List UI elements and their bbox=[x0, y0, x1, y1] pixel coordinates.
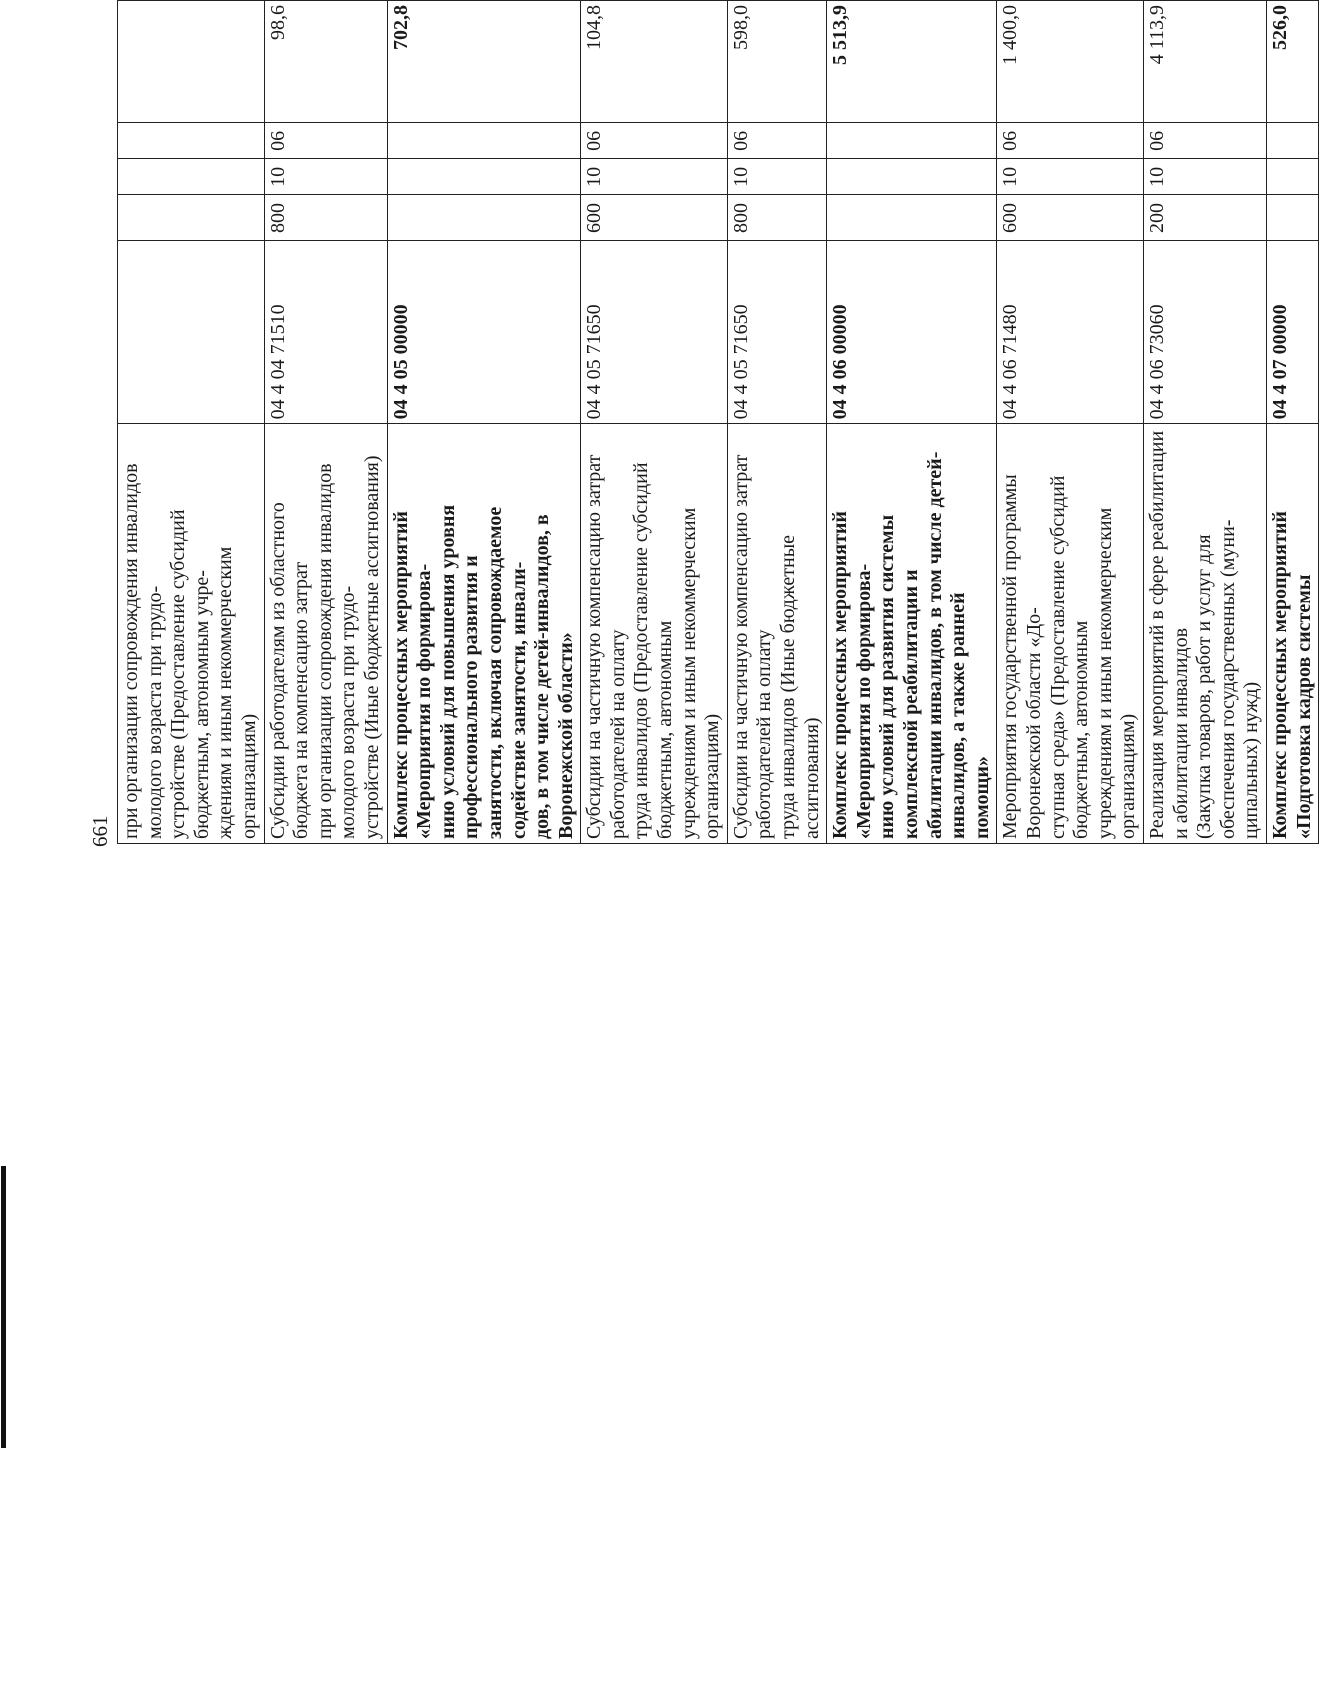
row-subsection: 06 bbox=[997, 123, 1144, 159]
row-expense-type: 200 bbox=[1143, 195, 1266, 241]
row-subsection bbox=[118, 123, 265, 159]
row-subsection bbox=[827, 123, 997, 159]
row-target-code: 04 4 05 00000 bbox=[387, 241, 581, 424]
row-subsection bbox=[1266, 123, 1318, 159]
row-description: Мероприятия государственной программы Воронежской области «До- ступная среда» (Предоставление субсидий бюджетным, автономным учреждениям и иным некоммерческим организациям) bbox=[997, 424, 1144, 844]
budget-table bbox=[117, 0, 1319, 844]
table-row bbox=[727, 1, 826, 844]
row-target-code: 04 4 06 73060 bbox=[1143, 241, 1266, 424]
row-target-code: 04 4 06 71480 bbox=[997, 241, 1144, 424]
row-expense-type: 600 bbox=[581, 195, 728, 241]
row-subsection: 06 bbox=[1143, 123, 1266, 159]
row-section bbox=[387, 159, 581, 195]
row-description: Субсидии на частичную компенсацию затрат работодателей на оплату труда инвалидов (Иные бюджетные ассигнования) bbox=[727, 424, 826, 844]
table-row bbox=[387, 1, 581, 844]
row-expense-type bbox=[827, 195, 997, 241]
page-number: 661 bbox=[88, 815, 112, 847]
row-section: 10 bbox=[264, 159, 387, 195]
row-description: Комплекс процессных мероприятий «Мероприятия по формирова- нию условий для повышения уровня профессионального развития и занятости, включая сопровождаемое содействие занятости, инвали- дов, в том числе детей-инвалидов, в Воронежской области» bbox=[387, 424, 581, 844]
row-description: Комплекс процессных мероприятий «Мероприятия по формирова- нию условий для развития системы комплексной реабилитации и абилитации инвалидов, в том числе детей-инвалидов, а также ранней помощи» bbox=[827, 424, 997, 844]
row-target-code bbox=[118, 241, 265, 424]
row-subsection: 06 bbox=[264, 123, 387, 159]
row-subsection: 06 bbox=[581, 123, 728, 159]
row-target-code: 04 4 05 71650 bbox=[581, 241, 728, 424]
budget-table-body bbox=[118, 1, 1319, 844]
row-section bbox=[827, 159, 997, 195]
row-section bbox=[1266, 159, 1318, 195]
table-row bbox=[1143, 1, 1266, 844]
table-row bbox=[997, 1, 1144, 844]
row-amount: 1 400,0 bbox=[997, 1, 1144, 123]
table-row bbox=[1266, 1, 1318, 844]
table-row bbox=[581, 1, 728, 844]
row-expense-type bbox=[118, 195, 265, 241]
table-row bbox=[827, 1, 997, 844]
row-amount bbox=[118, 1, 265, 123]
row-description: Комплекс процессных мероприятий «Подготовка кадров системы bbox=[1266, 424, 1318, 844]
row-target-code: 04 4 05 71650 bbox=[727, 241, 826, 424]
row-description: при организации сопровождения инвалидов молодого возраста при трудо- устройстве (Предоставление субсидий бюджетным, автономным учре- ждениям и иным некоммерческим организациям) bbox=[118, 424, 265, 844]
row-expense-type: 800 bbox=[264, 195, 387, 241]
row-expense-type: 800 bbox=[727, 195, 826, 241]
row-amount: 598,0 bbox=[727, 1, 826, 123]
table-row bbox=[264, 1, 387, 844]
row-amount: 702,8 bbox=[387, 1, 581, 123]
row-section bbox=[118, 159, 265, 195]
row-description: Субсидии работодателям из областного бюджета на компенсацию затрат при организации сопровождения инвалидов молодого возраста при трудо- устройстве (Иные бюджетные ассигнования) bbox=[264, 424, 387, 844]
row-amount: 526,0 bbox=[1266, 1, 1318, 123]
row-expense-type bbox=[387, 195, 581, 241]
row-target-code: 04 4 06 00000 bbox=[827, 241, 997, 424]
row-subsection: 06 bbox=[727, 123, 826, 159]
row-expense-type: 600 bbox=[997, 195, 1144, 241]
row-target-code: 04 4 04 71510 bbox=[264, 241, 387, 424]
row-target-code: 04 4 07 00000 bbox=[1266, 241, 1318, 424]
row-description: Субсидии на частичную компенсацию затрат работодателей на оплату труда инвалидов (Предоставление субсидий бюджетным, автономным учреждениям и иным некоммерческим организациям) bbox=[581, 424, 728, 844]
row-amount: 104,8 bbox=[581, 1, 728, 123]
row-section: 10 bbox=[727, 159, 826, 195]
row-amount: 4 113,9 bbox=[1143, 1, 1266, 123]
row-amount: 5 513,9 bbox=[827, 1, 997, 123]
row-section: 10 bbox=[1143, 159, 1266, 195]
row-description: Реализация мероприятий в сфере реабилитации и абилитации инвалидов (Закупка товаров, работ и услуг для обеспечения государственных (муни- ципальных) нужд) bbox=[1143, 424, 1266, 844]
row-expense-type bbox=[1266, 195, 1318, 241]
table-row bbox=[118, 1, 265, 844]
row-subsection bbox=[387, 123, 581, 159]
row-section: 10 bbox=[581, 159, 728, 195]
row-amount: 98,6 bbox=[264, 1, 387, 123]
edge-mark bbox=[1, 1166, 6, 1448]
row-section: 10 bbox=[997, 159, 1144, 195]
